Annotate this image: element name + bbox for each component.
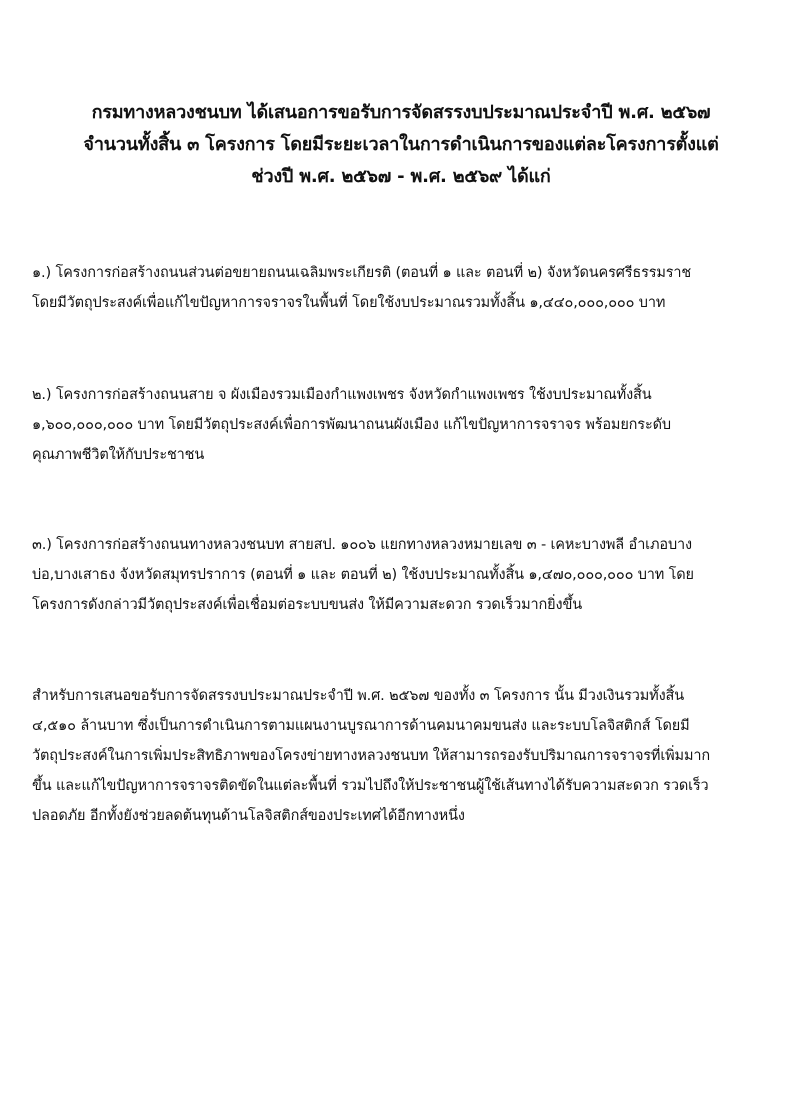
title-line: จำนวนทั้งสิ้น ๓ โครงการ โดยมีระยะเวลาในการดำเนินการของแต่ละโครงการตั้งแต่: [83, 134, 719, 155]
paragraph-line: วัตถุประสงค์ในการเพิ่มประสิทธิภาพของโครงข่ายทางหลวงชนบท ให้สามารถรองรับปริมาณการจราจรที่เพิ่มมาก: [32, 748, 710, 764]
paragraph-line: คุณภาพชีวิตให้กับประชาชน: [32, 447, 205, 463]
paragraph-line: สำหรับการเสนอขอรับการจัดสรรงบประมาณประจำปี พ.ศ. ๒๕๖๗ ของทั้ง ๓ โครงการ นั้น มีวงเงินรวมทั้งสิ้น: [32, 688, 684, 704]
paragraph-project-1: [32, 258, 770, 318]
paragraph-line: ๒.) โครงการก่อสร้างถนนสาย จ ผังเมืองรวมเมืองกำแพงเพชร จังหวัดกำแพงเพชร ใช้งบประมาณทั้งสิ้น: [32, 387, 652, 403]
paragraph-line: ๓.) โครงการก่อสร้างถนนทางหลวงชนบท สายสป. ๑๐๐๖ แยกทางหลวงหมายเลข ๓ - เคหะบางพลี อำเภอบาง: [32, 537, 692, 553]
paragraph-line: ขึ้น และแก้ไขปัญหาการจราจรติดขัดในแต่ละพื้นที่ รวมไปถึงให้ประชาชนผู้ใช้เส้นทางได้รับความสะดวก รวดเร็ว: [32, 778, 709, 794]
paragraph-line: โครงการดังกล่าวมีวัตถุประสงค์เพื่อเชื่อมต่อระบบขนส่ง ให้มีความสะดวก รวดเร็วมากยิ่งขึ้น: [32, 597, 582, 613]
document-title: [32, 97, 770, 193]
paragraph-line: ๑,๖๐๐,๐๐๐,๐๐๐ บาท โดยมีวัตถุประสงค์เพื่อการพัฒนาถนนผังเมือง แก้ไขปัญหาการจราจร พร้อมยกระดับ: [32, 417, 671, 433]
paragraph-line: บ่อ,บางเสาธง จังหวัดสมุทรปราการ (ตอนที่ ๑ และ ตอนที่ ๒) ใช้งบประมาณทั้งสิ้น ๑,๔๗๐,๐๐๐,๐๐๐ บาท โดย: [32, 567, 694, 583]
paragraph-project-2: [32, 380, 770, 470]
paragraph-line: ๑.) โครงการก่อสร้างถนนส่วนต่อขยายถนนเฉลิมพระเกียรติ (ตอนที่ ๑ และ ตอนที่ ๒) จังหวัดนครศรีธรรมราช: [32, 265, 692, 281]
paragraph-line: ๔,๕๑๐ ล้านบาท ซึ่งเป็นการดำเนินการตามแผนงานบูรณาการด้านคมนาคมขนส่ง และระบบโลจิสติกส์ โดยมี: [32, 718, 690, 734]
title-line: ช่วงปี พ.ศ. ๒๕๖๗ - พ.ศ. ๒๕๖๙ ได้แก่: [251, 166, 551, 187]
paragraph-line: ปลอดภัย อีกทั้งยังช่วยลดต้นทุนด้านโลจิสติกส์ของประเทศได้อีกทางหนึ่ง: [32, 808, 465, 824]
paragraph-line: โดยมีวัตถุประสงค์เพื่อแก้ไขปัญหาการจราจรในพื้นที่ โดยใช้งบประมาณรวมทั้งสิ้น ๑,๔๔๐,๐๐๐,๐๐๐ บาท: [32, 295, 666, 311]
title-line: กรมทางหลวงชนบท ได้เสนอการขอรับการจัดสรรงบประมาณประจำปี พ.ศ. ๒๕๖๗: [91, 102, 711, 123]
paragraph-summary: [32, 681, 770, 831]
paragraph-project-3: [32, 530, 770, 620]
